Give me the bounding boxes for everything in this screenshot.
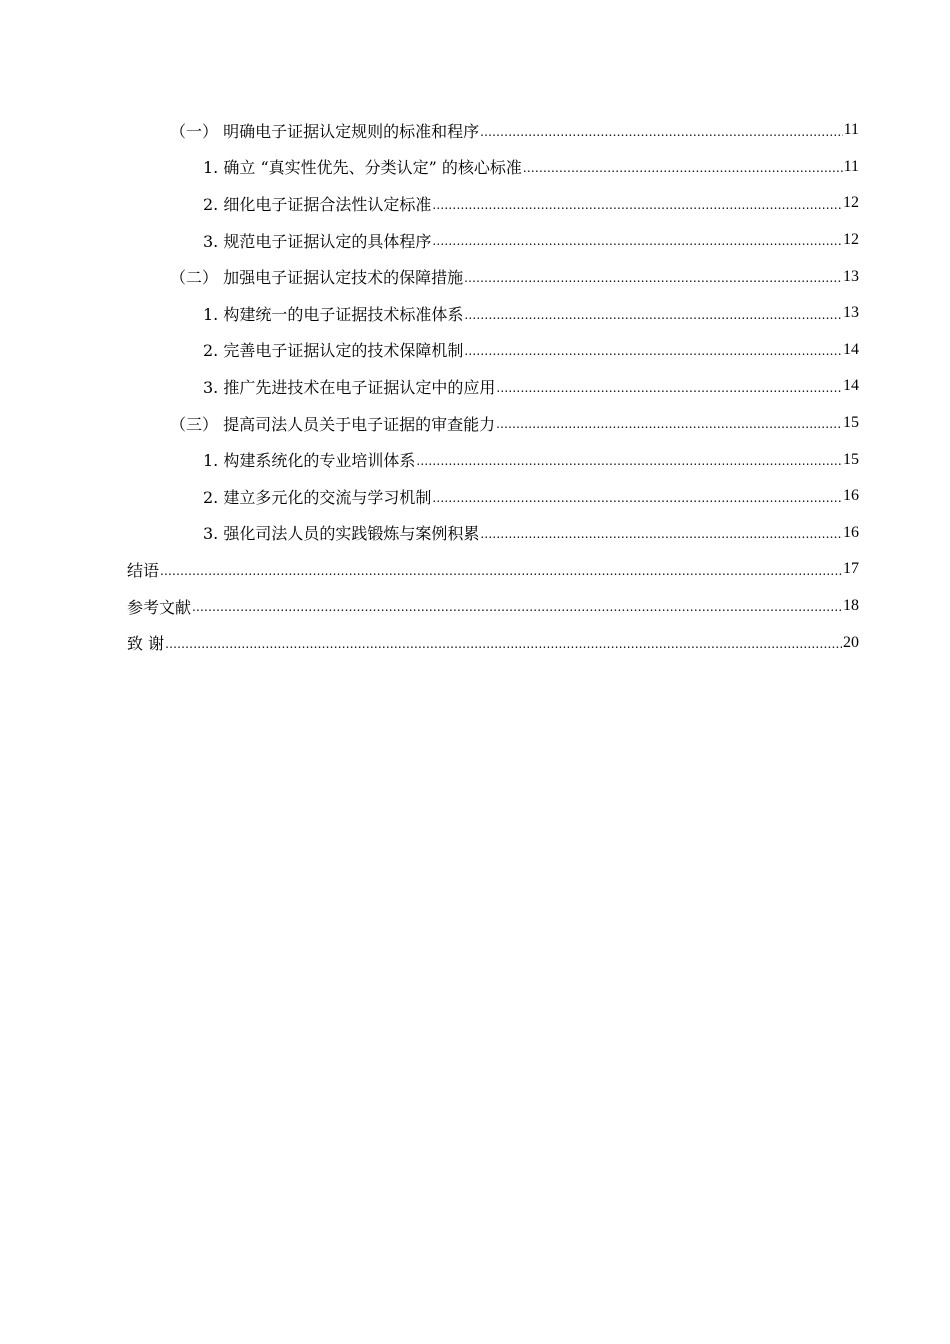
toc-entry[interactable] [0,149,950,186]
toc-entry[interactable] [0,405,950,442]
toc-entry-title: 3. 推广先进技术在电子证据认定中的应用 [203,377,496,397]
toc-page-number: 18 [843,597,859,615]
toc-entry-title: 1. 构建系统化的专业培训体系 [203,451,416,471]
toc-entry-title: 1. 构建统一的电子证据技术标准体系 [203,304,464,324]
toc-leader-dots [464,271,842,295]
toc-entry-title: （三） 提高司法人员关于电子证据的审查能力 [170,414,496,434]
toc-leader-dots [192,600,842,624]
toc-page-number: 12 [843,231,859,249]
toc-page-number: 11 [843,157,859,175]
toc-entry[interactable] [0,441,950,478]
toc-leader-dots [496,417,842,441]
toc-page-number: 20 [843,633,859,651]
toc-entry-title: 2. 完善电子证据认定的技术保障机制 [203,341,464,361]
toc-page-number: 15 [843,450,859,468]
toc-entry[interactable] [0,478,950,515]
toc-entry[interactable] [0,258,950,295]
toc-entry[interactable] [0,588,950,625]
toc-leader-dots [432,491,842,515]
toc-entry-title: 参考文献 [127,597,192,617]
toc-leader-dots [496,381,842,405]
toc-entry-title: 致 谢 [127,634,165,654]
table-of-contents [0,112,950,661]
toc-entry-title: （二） 加强电子证据认定技术的保障措施 [170,268,464,288]
toc-page-number: 13 [843,267,859,285]
toc-entry[interactable] [0,332,950,369]
toc-entry[interactable] [0,295,950,332]
toc-leader-dots [432,198,842,222]
toc-entry-title: 1. 确立 “真实性优先、分类认定” 的核心标准 [203,158,522,178]
toc-entry[interactable] [0,624,950,661]
toc-leader-dots [464,308,842,332]
toc-entry[interactable] [0,515,950,552]
toc-leader-dots [416,454,842,478]
toc-leader-dots [480,125,843,149]
toc-entry[interactable] [0,368,950,405]
toc-page-number: 17 [843,560,859,578]
toc-page-number: 14 [843,377,859,395]
toc-entry[interactable] [0,222,950,259]
toc-leader-dots [160,564,842,588]
toc-entry[interactable] [0,112,950,149]
toc-leader-dots [165,637,842,661]
toc-page-number: 12 [843,194,859,212]
toc-leader-dots [464,344,842,368]
toc-page-number: 16 [843,487,859,505]
toc-leader-dots [480,527,842,551]
toc-page-number: 11 [843,121,859,139]
toc-entry[interactable] [0,551,950,588]
toc-page-number: 14 [843,340,859,358]
toc-entry-title: 2. 建立多元化的交流与学习机制 [203,487,432,507]
toc-entry[interactable] [0,185,950,222]
toc-page-number: 16 [843,523,859,541]
toc-entry-title: （一） 明确电子证据认定规则的标准和程序 [170,121,480,141]
toc-entry-title: 2. 细化电子证据合法性认定标准 [203,194,432,214]
toc-entry-title: 3. 规范电子证据认定的具体程序 [203,231,432,251]
toc-page-number: 13 [843,304,859,322]
toc-entry-title: 结语 [127,560,160,580]
toc-leader-dots [432,234,842,258]
toc-leader-dots [523,161,843,185]
toc-entry-title: 3. 强化司法人员的实践锻炼与案例积累 [203,524,480,544]
toc-page-number: 15 [843,414,859,432]
